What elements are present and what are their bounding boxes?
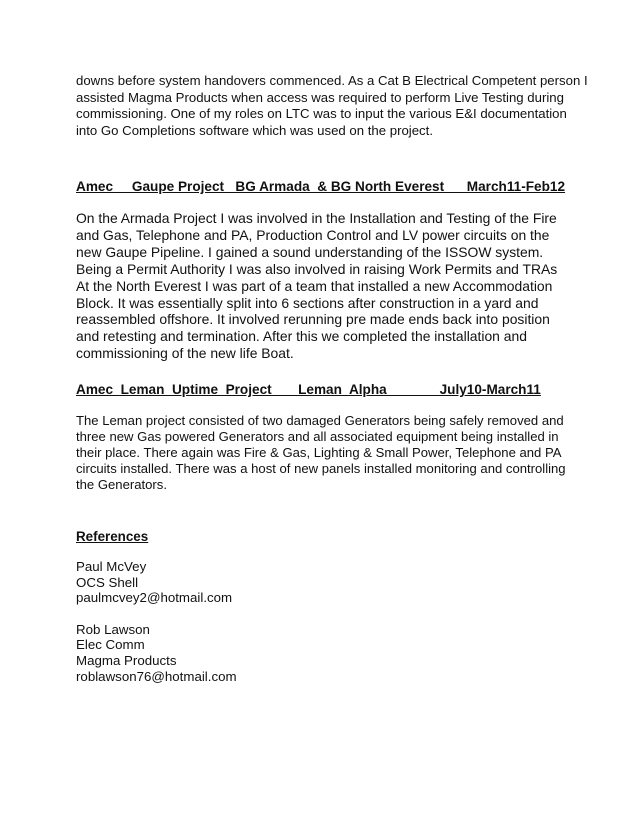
armada-line: Being a Permit Authority I was also involved in raising Work Permits and TRAs [76,260,558,277]
leman-line: The Leman project consisted of two damaged Generators being safely removed and [76,413,564,428]
armada-line: commissioning of the new life Boat. [76,345,294,362]
armada-line: At the North Everest I was part of a team that installed a new Accommodation [76,277,553,294]
leman-line: circuits installed. There was a host of new panels installed monitoring and controlling [76,461,566,477]
reference-entry-1 [76,559,566,606]
intro-paragraph [76,73,588,139]
reference-email: paulmcvey2@hotmail.com [76,590,233,606]
reference-role: Elec Comm [76,637,145,653]
armada-line: Block. It was essentially split into 6 sections after construction in a yard and [76,294,539,311]
reference-company: Magma Products [76,652,177,668]
reference-name: Rob Lawson [76,621,150,637]
intro-line: assisted Magma Products when access was required to perform Live Testing during [76,89,564,105]
armada-section-heading: Amec Gaupe Project BG Armada & BG North Everest March11-Feb12 [76,179,566,194]
armada-section-heading-wrap [76,179,566,195]
reference-entry-2 [76,622,566,684]
leman-section-heading: Amec Leman Uptime Project Leman Alpha July10-March11 [76,382,541,397]
leman-line: three new Gas powered Generators and all associated equipment being installed in [76,429,559,445]
armada-line: new Gaupe Pipeline. I gained a sound understanding of the ISSOW system. [76,243,544,260]
intro-line: commissioning. One of my roles on LTC was to input the various E&I documentation [76,106,567,122]
reference-email: roblawson76@hotmail.com [76,668,237,684]
leman-line: the Generators. [76,477,167,493]
references-section [76,529,566,684]
armada-line: reassembled offshore. It involved rerunning pre made ends back into position [76,311,550,328]
leman-paragraph [76,413,566,493]
armada-line: On the Armada Project I was involved in the Installation and Testing of the Fire [76,210,557,226]
reference-company: OCS Shell [76,574,139,590]
leman-section-heading-wrap [76,382,566,398]
armada-paragraph [76,210,566,362]
leman-line: their place. There again was Fire & Gas, Lighting & Small Power, Telephone and PA [76,445,562,461]
intro-line: into Go Completions software which was used on the project. [76,122,433,138]
intro-line: downs before system handovers commenced. As a Cat B Electrical Competent person I [76,73,588,88]
armada-line: and retesting and termination. After this we completed the installation and [76,328,527,345]
reference-name: Paul McVey [76,559,147,574]
armada-line: and Gas, Telephone and PA, Production Control and LV power circuits on the [76,226,550,243]
references-heading: References [76,529,149,544]
